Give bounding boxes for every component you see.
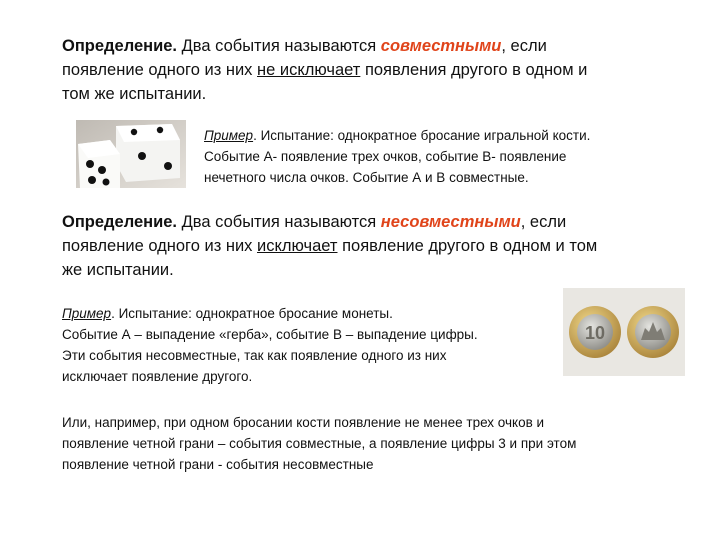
- definition-compatible-line-1: Определение. Два события называются совместными, если: [62, 37, 547, 55]
- dice-icon: [76, 120, 186, 188]
- coins-icon: [563, 288, 685, 376]
- definition-incompatible-line-3: же испытании.: [62, 261, 174, 279]
- example-dice: [204, 125, 590, 188]
- definition-label: Определение.: [62, 213, 178, 231]
- example-coin-line-2: Событие А – выпадение «герба», событие В – выпадение цифры.: [62, 327, 478, 342]
- dice-illustration: [76, 120, 186, 188]
- example-extra-line-3: появление четной грани - события несовместные: [62, 457, 374, 472]
- term-incompatible: несовместными: [380, 213, 521, 231]
- example-extra-line-2: появление четной грани – события совместные, а появление цифры 3 и при этом: [62, 436, 577, 451]
- definition-compatible-line-2: появление одного из них не исключает появления другого в одном и: [62, 61, 588, 79]
- example-coin-line-3: Эти события несовместные, так как появление одного из них: [62, 348, 447, 363]
- example-dice-line-3: нечетного числа очков. Событие А и В совместные.: [204, 170, 529, 185]
- example-extra: [62, 412, 576, 475]
- coins-illustration: [563, 288, 685, 376]
- definition-incompatible-line-1: Определение. Два события называются несовместными, если: [62, 213, 567, 231]
- example-dice-line-2: Событие А- появление трех очков, событие В- появление: [204, 149, 567, 164]
- excludes-phrase: исключает: [257, 237, 338, 255]
- example-extra-line-1: Или, например, при одном бросании кости появление не менее трех очков и: [62, 415, 545, 430]
- definition-compatible-line-3: том же испытании.: [62, 85, 207, 103]
- example-label: Пример: [204, 128, 254, 143]
- svg-text:10: 10: [584, 323, 606, 343]
- example-dice-line-1: Пример. Испытание: однократное бросание игральной кости.: [204, 128, 591, 143]
- example-coin: [62, 303, 478, 387]
- definition-incompatible-line-2: появление одного из них исключает появление другого в одном и том: [62, 237, 598, 255]
- example-coin-line-1: Пример. Испытание: однократное бросание монеты.: [62, 306, 393, 321]
- definition-incompatible: [62, 210, 597, 282]
- not-excludes-phrase: не исключает: [257, 61, 361, 79]
- definition-label: Определение.: [62, 37, 178, 55]
- example-coin-line-4: исключает появление другого.: [62, 369, 253, 384]
- example-label: Пример: [62, 306, 112, 321]
- definition-compatible: [62, 34, 587, 106]
- term-compatible: совместными: [380, 37, 502, 55]
